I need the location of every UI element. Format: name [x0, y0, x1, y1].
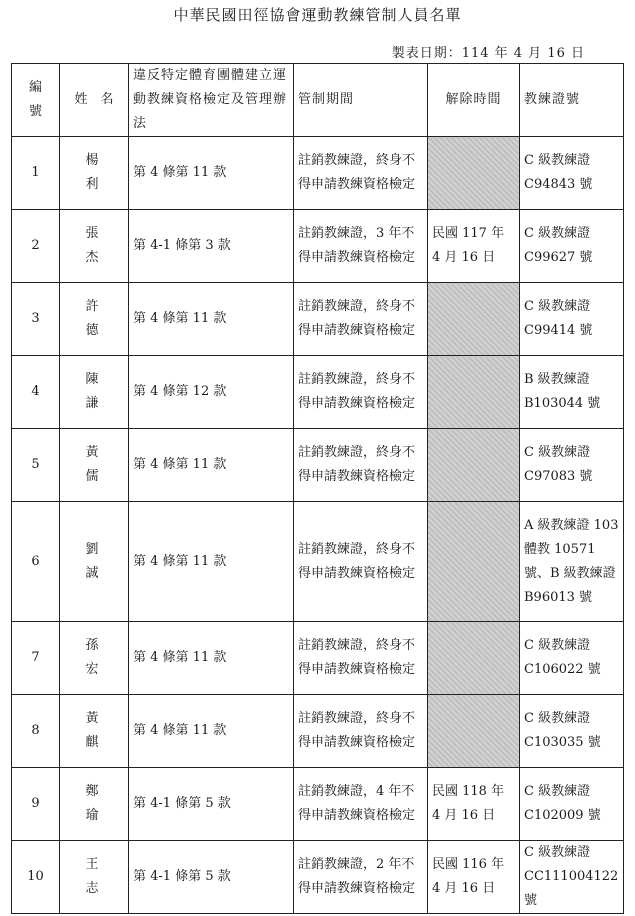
row-release: 民國 117 年 4 月 16 日 [428, 210, 520, 283]
document-date: 製表日期：114 年 4 月 16 日 [391, 46, 585, 61]
row-period: 註銷教練證，終身不得申請教練資格檢定 [294, 356, 428, 429]
table-row [12, 137, 624, 210]
row-no: 2 [12, 210, 60, 283]
row-no: 1 [12, 137, 60, 210]
coach-control-table [11, 63, 624, 914]
row-period: 註銷教練證，終身不得申請教練資格檢定 [294, 283, 428, 356]
row-release-redacted [428, 356, 520, 429]
row-name: 孫宏 [60, 622, 129, 695]
row-period: 註銷教練證，終身不得申請教練資格檢定 [294, 429, 428, 502]
row-clause: 第 4-1 條第 5 款 [129, 841, 294, 914]
row-cert: C 級教練證 C99627 號 [520, 210, 624, 283]
row-name: 王志 [60, 841, 129, 914]
row-cert: C 級教練證 C97083 號 [520, 429, 624, 502]
row-name: 張杰 [60, 210, 129, 283]
row-clause: 第 4 條第 11 款 [129, 137, 294, 210]
table-row [12, 429, 624, 502]
row-clause: 第 4 條第 12 款 [129, 356, 294, 429]
header-no: 編號 [12, 64, 60, 137]
row-cert: C 級教練證 C94843 號 [520, 137, 624, 210]
row-release-redacted [428, 137, 520, 210]
row-period: 註銷教練證，終身不得申請教練資格檢定 [294, 695, 428, 768]
row-clause: 第 4-1 條第 5 款 [129, 768, 294, 841]
row-name: 鄭瑜 [60, 768, 129, 841]
row-release-redacted [428, 429, 520, 502]
row-release: 民國 116 年 4 月 16 日 [428, 841, 520, 914]
row-clause: 第 4 條第 11 款 [129, 283, 294, 356]
row-clause: 第 4 條第 11 款 [129, 429, 294, 502]
row-cert: C 級教練證 C106022 號 [520, 622, 624, 695]
row-period: 註銷教練證，4 年不得申請教練資格檢定 [294, 768, 428, 841]
table-row [12, 841, 624, 914]
header-name: 姓 名 [60, 64, 129, 137]
row-no: 5 [12, 429, 60, 502]
row-clause: 第 4 條第 11 款 [129, 695, 294, 768]
row-name: 劉誠 [60, 502, 129, 622]
table-row [12, 502, 624, 622]
row-cert: B 級教練證 B103044 號 [520, 356, 624, 429]
row-no: 8 [12, 695, 60, 768]
row-name: 黃麒 [60, 695, 129, 768]
table-row [12, 622, 624, 695]
row-release-redacted [428, 695, 520, 768]
row-cert: C 級教練證 CC111004122 號 [520, 841, 624, 914]
row-release-redacted [428, 283, 520, 356]
table-row [12, 768, 624, 841]
document-title: 中華民國田徑協會運動教練管制人員名單 [173, 6, 462, 24]
row-release: 民國 118 年 4 月 16 日 [428, 768, 520, 841]
row-cert: C 級教練證 C99414 號 [520, 283, 624, 356]
row-period: 註銷教練證，終身不得申請教練資格檢定 [294, 502, 428, 622]
table-row [12, 210, 624, 283]
row-release-redacted [428, 622, 520, 695]
row-cert: A 級教練證 103 體教 10571 號、B 級教練證 B96013 號 [520, 502, 624, 622]
row-clause: 第 4 條第 11 款 [129, 502, 294, 622]
row-period: 註銷教練證，終身不得申請教練資格檢定 [294, 137, 428, 210]
row-no: 3 [12, 283, 60, 356]
header-cert: 教練證號 [520, 64, 624, 137]
row-no: 6 [12, 502, 60, 622]
row-name: 陳謙 [60, 356, 129, 429]
header-release: 解除時間 [428, 64, 520, 137]
table-row [12, 283, 624, 356]
table-header-row [12, 64, 624, 137]
row-period: 註銷教練證，3 年不得申請教練資格檢定 [294, 210, 428, 283]
row-clause: 第 4-1 條第 3 款 [129, 210, 294, 283]
row-name: 許德 [60, 283, 129, 356]
row-name: 楊利 [60, 137, 129, 210]
row-period: 註銷教練證，2 年不得申請教練資格檢定 [294, 841, 428, 914]
header-period: 管制期間 [294, 64, 428, 137]
row-no: 7 [12, 622, 60, 695]
row-no: 9 [12, 768, 60, 841]
row-period: 註銷教練證，終身不得申請教練資格檢定 [294, 622, 428, 695]
row-no: 4 [12, 356, 60, 429]
table-row [12, 356, 624, 429]
row-cert: C 級教練證 C103035 號 [520, 695, 624, 768]
header-clause: 違反特定體育團體建立運動教練資格檢定及管理辦法 [129, 64, 294, 137]
row-name: 黃儒 [60, 429, 129, 502]
row-no: 10 [12, 841, 60, 914]
row-clause: 第 4 條第 11 款 [129, 622, 294, 695]
row-release-redacted [428, 502, 520, 622]
row-cert: C 級教練證 C102009 號 [520, 768, 624, 841]
table-row [12, 695, 624, 768]
